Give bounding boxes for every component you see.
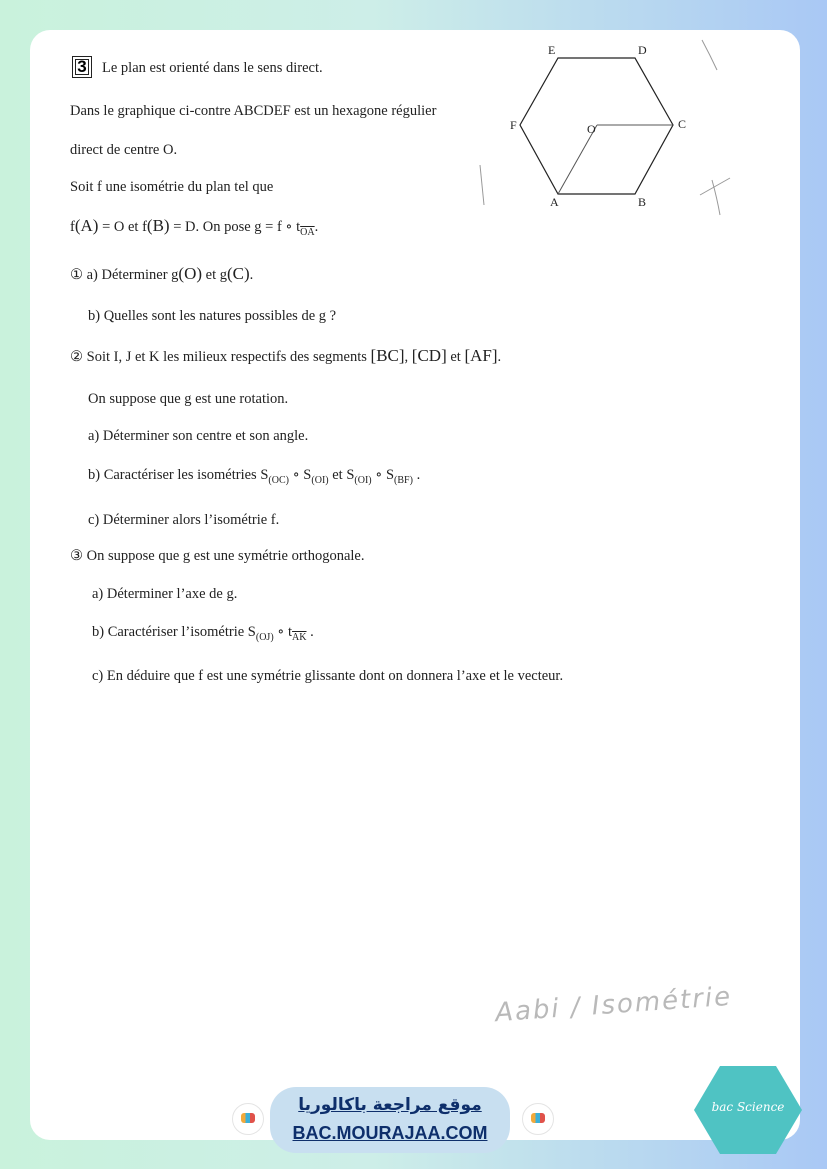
question-3	[70, 549, 364, 564]
q2b-et: et S	[328, 467, 355, 483]
question-1-label: ①	[70, 267, 83, 283]
label-o: O	[587, 122, 596, 136]
question-2-intro: On suppose que g est une rotation.	[88, 391, 289, 407]
label-e: E	[548, 43, 556, 57]
segment-af: [AF]	[464, 346, 498, 365]
sep: et	[446, 349, 465, 365]
vector-ak: AK	[292, 632, 307, 643]
sub-oi: (OI)	[354, 475, 372, 486]
text-define-g: = D. On pose g = f ∘ t	[169, 219, 301, 235]
exercise-intro: Le plan est orienté dans le sens direct.	[102, 60, 323, 76]
question-2	[70, 347, 501, 365]
q2-text: Soit I, J et K les milieux respectifs des segments	[83, 349, 371, 365]
question-2a: a) Déterminer son centre et son angle.	[88, 428, 309, 444]
label-a: A	[550, 195, 559, 209]
question-2b	[88, 468, 420, 486]
hexagon-figure	[470, 30, 750, 230]
question-1b: b) Quelles sont les natures possibles de g ?	[88, 308, 337, 324]
sep: ,	[404, 349, 412, 365]
paren-a: (A)	[74, 216, 99, 235]
period: .	[314, 219, 319, 235]
pencil-mark	[702, 40, 717, 70]
question-3-label: ③	[70, 548, 83, 564]
segment-bc: [BC]	[370, 346, 405, 365]
period: .	[412, 467, 421, 483]
f-symbol: f	[70, 219, 75, 235]
exercise-number: 3	[72, 56, 92, 78]
label-c: C	[678, 117, 687, 131]
paren-c: (C)	[227, 264, 250, 283]
compose: ∘ S	[288, 467, 312, 483]
site-logo-right	[522, 1103, 554, 1135]
question-2-label: ②	[70, 349, 83, 365]
segment-cd: [CD]	[411, 346, 447, 365]
q1a-text: a) Déterminer g	[83, 267, 179, 283]
question-2c: c) Déterminer alors l’isométrie f.	[88, 512, 280, 528]
q1a-mid: et g	[202, 267, 227, 283]
paren-b: (B)	[146, 216, 170, 235]
period: .	[497, 349, 502, 365]
paren-o: (O)	[178, 264, 203, 283]
text-line-4	[70, 217, 318, 238]
pencil-mark	[712, 180, 720, 215]
question-1a	[70, 265, 253, 283]
q3b-text: b) Caractériser l’isométrie S	[92, 624, 256, 640]
label-f: F	[510, 118, 517, 132]
label-b: B	[638, 195, 647, 209]
sub-bf: (BF)	[394, 475, 413, 486]
sub-oi: (OI)	[311, 475, 329, 486]
site-logo-left	[232, 1103, 264, 1135]
vector-oa: OA	[300, 227, 315, 238]
question-3b	[92, 625, 314, 643]
q3-text: On suppose que g est une symétrie orthogonale.	[83, 548, 365, 564]
compose: ∘ S	[371, 467, 395, 483]
text-line-1: Dans le graphique ci-contre ABCDEF est un hexagone régulier	[70, 103, 437, 119]
compose: ∘ t	[273, 624, 293, 640]
question-3c: c) En déduire que f est une symétrie glissante dont on donnera l’axe et le vecteur.	[92, 668, 564, 684]
q2b-text: b) Caractériser les isométries S	[88, 467, 269, 483]
footer-badge[interactable]	[270, 1087, 510, 1153]
text-line-2: direct de centre O.	[70, 142, 178, 158]
footer-arabic-title[interactable]: موقع مراجعة باكالوريا	[298, 1095, 482, 1115]
bac-science-text: bac Science	[711, 1100, 785, 1114]
sub-oc: (OC)	[268, 475, 289, 486]
question-3a: a) Déterminer l’axe de g.	[92, 586, 238, 602]
sub-oj: (OJ)	[255, 632, 274, 643]
text-eq-o: = O et f	[98, 219, 147, 235]
pencil-mark	[480, 165, 484, 205]
handwritten-note: Aabi / Isométrie	[494, 981, 734, 1029]
period: .	[306, 624, 314, 640]
text-line-3: Soit f une isométrie du plan tel que	[70, 179, 274, 195]
footer-url-link[interactable]: BAC.MOURAJAA.COM	[292, 1123, 488, 1143]
period: .	[249, 267, 254, 283]
label-d: D	[638, 43, 647, 57]
